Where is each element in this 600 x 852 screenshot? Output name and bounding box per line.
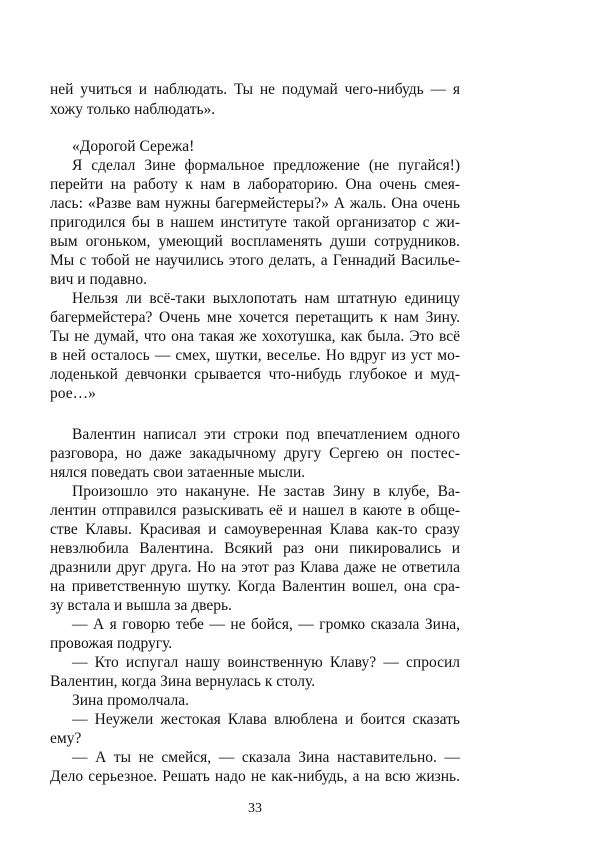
text-line: лась: «Разве вам нужны багермейстеры?» А жаль. Она очень	[50, 195, 460, 212]
text-line: невзлюбила Валентина. Всякий раз они пикировались и	[50, 540, 460, 557]
dialogue-line: — А ты не смейся, — сказала Зина наставительно. —	[72, 749, 460, 766]
text-line: хожу только наблюдать».	[50, 101, 216, 118]
letter-salutation: «Дорогой Сережа!	[72, 138, 195, 155]
text-line: пригодился бы в нашем институте такой организатор с жи-	[50, 214, 460, 231]
text-line: вым огоньком, умеющий воспламенять души сотрудников.	[50, 233, 460, 250]
text-line: на приветственную шутку. Когда Валентин вошел, она сра-	[50, 578, 460, 595]
text-line: Валентин написал эти строки под впечатлением одного	[72, 426, 460, 443]
text-line: Нельзя ли всё-таки выхлопотать нам штатную единицу	[72, 290, 460, 307]
text-line: разговора, но даже закадычному другу Сергею он постес-	[50, 445, 460, 462]
dialogue-line: — Кто испугал нашу воинственную Клаву? — спросил	[72, 654, 460, 671]
text-line: ней учиться и наблюдать. Ты не подумай чего-нибудь — я	[50, 81, 460, 98]
text-line: зу встала и вышла за дверь.	[50, 597, 232, 614]
text-line: провожая подругу.	[50, 635, 173, 652]
dialogue-line: — Неужели жестокая Клава влюблена и боится сказать	[72, 711, 460, 728]
text-line: Ты не думай, что она такая же хохотушка, как была. Это всё	[50, 328, 460, 345]
text-line: Дело серьезное. Решать надо не как-нибудь, а на всю жизнь.	[50, 768, 460, 785]
page-number: 33	[248, 801, 262, 816]
text-line: ему?	[50, 730, 82, 747]
text-line: Мы с тобой не научились этого делать, а Геннадий Василье-	[50, 252, 460, 269]
text-line: вич и подавно.	[50, 271, 148, 288]
text-line: лентин отправился разыскивать её и нашел в каюте в обще-	[50, 502, 460, 519]
text-line: дразнили друг друга. Но на этот раз Клава даже не ответила	[50, 559, 460, 576]
text-line: нялся поведать свои затаенные мысли.	[50, 464, 306, 481]
text-line: стве Клавы. Красивая и самоуверенная Клава как-то сразу	[50, 521, 460, 538]
text-line: лоденькой девчонки срывается что-нибудь глубокое и муд-	[50, 366, 460, 383]
text-line: Произошло это накануне. Не застав Зину в клубе, Ва-	[72, 483, 460, 500]
text-line: Валентин, когда Зина вернулась к столу.	[50, 673, 316, 690]
text-line: Я сделал Зине формальное предложение (не пугайся!)	[72, 157, 460, 174]
text-line: в ней осталось — смех, шутки, веселье. Но вдруг из уст мо-	[50, 347, 460, 364]
text-line: рое…»	[50, 385, 96, 402]
text-line: багермейстера? Очень мне хочется перетащить к нам Зину.	[50, 309, 460, 326]
dialogue-line: — А я говорю тебе — не бойся, — громко сказала Зина,	[72, 616, 460, 633]
text-line: перейти на работу к нам в лабораторию. Она очень смея-	[50, 176, 460, 193]
text-line: Зина промолчала.	[72, 692, 189, 709]
